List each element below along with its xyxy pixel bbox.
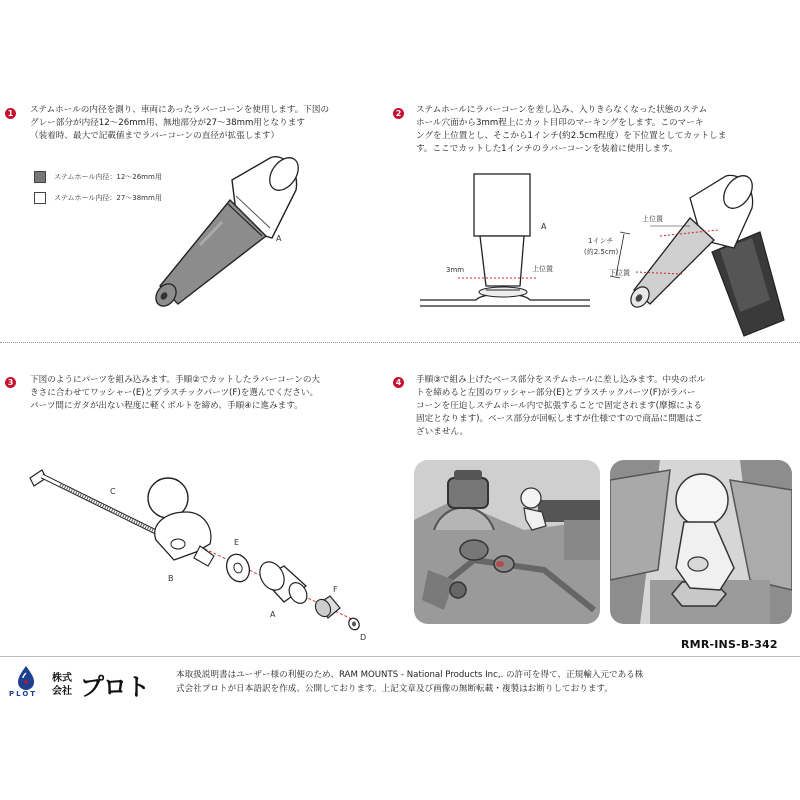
legend-plain-label: ステムホール内径：27～38mm用 [54, 194, 162, 202]
part-label-c: C [110, 487, 116, 496]
inch-label: 1インチ [588, 237, 614, 245]
part-label-a: A [270, 610, 276, 619]
lower-position-label: 下位置 [609, 269, 630, 277]
part-label-b: B [168, 574, 174, 583]
upper-position-label-right: 上位置 [642, 215, 663, 223]
step-1-part-label: A [276, 234, 282, 243]
installed-mount-photo-closeup [610, 460, 792, 624]
part-label-d: D [360, 633, 367, 642]
step-2-part-label: A [541, 222, 547, 231]
logo-text: PLOT [9, 690, 38, 698]
step-2-badge: 2 [393, 108, 404, 119]
mm-label: 3mm [446, 266, 465, 274]
step-4-badge: 4 [393, 377, 404, 388]
brand-name: プロト [80, 673, 149, 701]
footer-divider [0, 656, 800, 657]
copyright-notice: 本取扱説明書はユーザー様の利便のため、RAM MOUNTS - National Products Inc,. の許可を得て、正規輸入元である株 式会社プロトが日本語訳を作成、公開しております。上記文章及び画像の無断転載・複製はお断りしております。 [176, 670, 644, 694]
document-code: RMR-INS-B-342 [681, 638, 778, 651]
upper-position-label-left: 上位置 [532, 265, 553, 273]
step-3-text: 下図のようにパーツを組み込みます。手順②でカットしたラバーコーンの大 きさに合わせてワッシャー(E)とプラスチックパーツ(F)を選んでください。 パーツ間にガタが出ない程度に軽くボルトを締め、手順④に進みます。 [30, 375, 321, 411]
step-1-text: ステムホールの内径を測り、車両にあったラバーコーンを使用します。下図の グレー部分が内径12～26mm用、無地部分が27～38mm用となります （装着時、最大で記載値までラバーコーンの直径が拡張します） [30, 105, 330, 141]
brand-bottom: 会社 [52, 686, 72, 697]
step-4-text: 手順③で組み上げたベース部分をステムホールに差し込みます。中央のボル トを締めると左図のワッシャー部分(E)とプラスチックパーツ(F)がラバー コーンを圧迫しステムホール内で拡張することで固定されます(摩擦による 固定となります)。ベース部分が回転しますが仕様ですので商品に問題はご ざいません。 [416, 375, 706, 437]
step-3-badge: 3 [5, 377, 16, 388]
step-2-text: ステムホールにラバーコーンを差し込み、入りきらなくなった状態のステム ホール穴面から3mm程上にカット目印のマーキングをします。このマーキ ングを上位置とし、そこから1インチ(約2.5cm程度）を下位置としてカットしま す。ここでカットした1インチのラバーコーンを装着に使用します。 [416, 105, 727, 154]
part-label-e: E [234, 538, 240, 547]
part-label-f: F [333, 585, 338, 594]
legend-gray-label: ステムホール内径：12～26mm用 [54, 173, 162, 181]
step-1-badge: 1 [5, 108, 16, 119]
brand-top: 株式 [52, 673, 72, 684]
installed-mount-photo-wide [414, 460, 600, 624]
inch-cm-label: (約2.5cm) [584, 248, 619, 256]
